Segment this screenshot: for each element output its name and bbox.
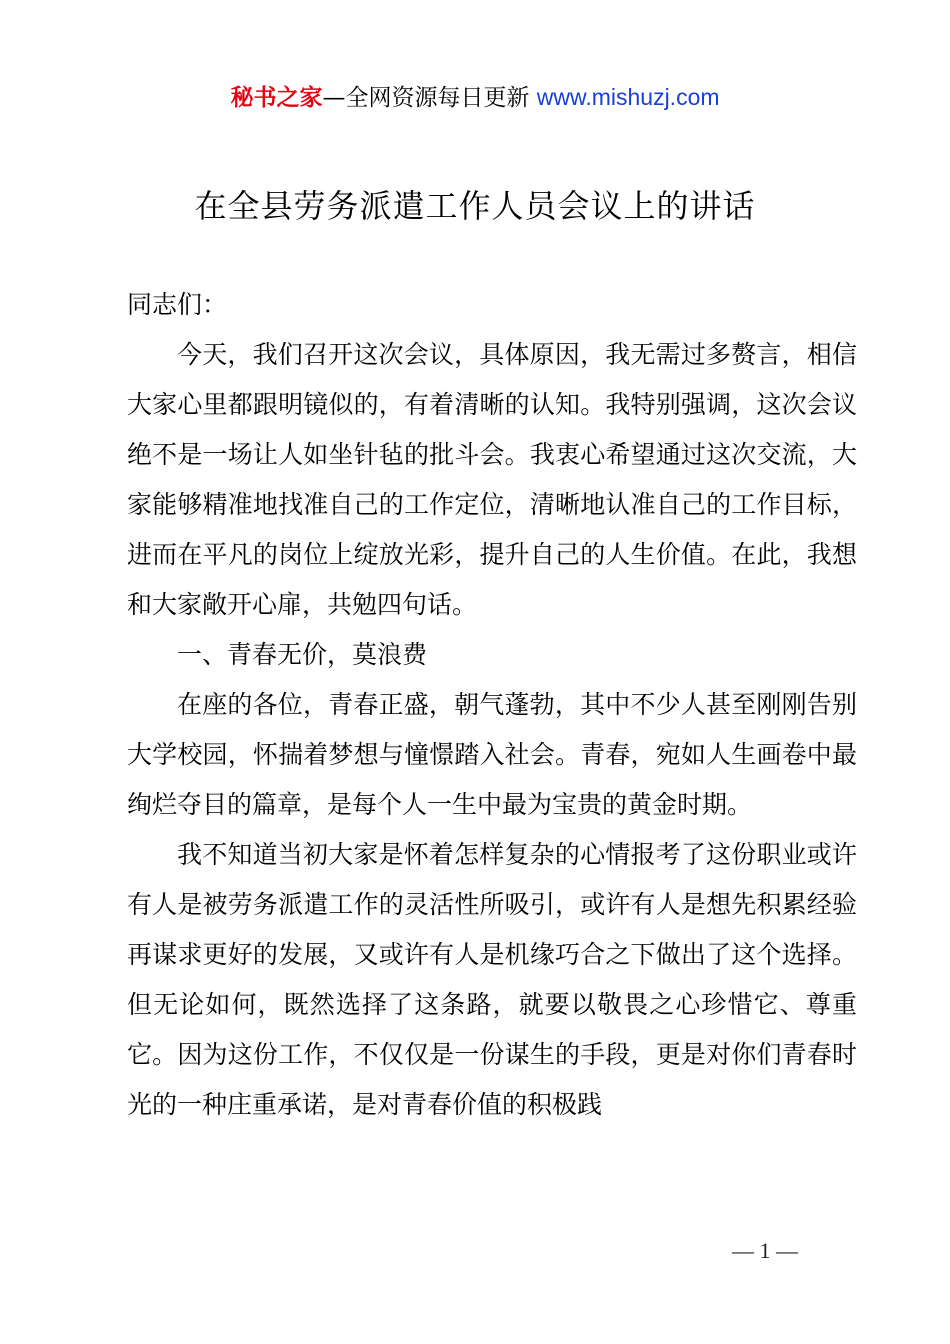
- section-heading-1: 一、青春无价，莫浪费: [177, 640, 428, 669]
- greeting: 同志们：: [127, 290, 228, 319]
- brand-name: 秘书之家: [230, 85, 323, 111]
- page-number: — 1 —: [732, 1238, 798, 1263]
- header-tagline: —全网资源每日更新: [322, 85, 537, 111]
- paragraph-choice: 我不知道当初大家是怀着怎样复杂的心情报考了这份职业或许有人是被劳务派遣工作的灵活性所吸引，或许有人是想先积累经验再谋求更好的发展，又或许有人是机缘巧合之下做出了这个选择。但无论如何，既然选择了这条路，就要以敬畏之心珍惜它、尊重它。因为这份工作，不仅仅是一份谋生的手段，更是对你们青春时光的一种庄重承诺，是对青春价值的积极践: [127, 840, 857, 1119]
- document-title: 在全县劳务派遣工作人员会议上的讲话: [194, 187, 756, 225]
- paragraph-intro: 今天，我们召开这次会议，具体原因，我无需过多赘言，相信大家心里都跟明镜似的，有着清晰的认知。我特别强调，这次会议绝不是一场让人如坐针毡的批斗会。我衷心希望通过这次交流，大家能够精准地找准自己的工作定位，清晰地认准自己的工作目标，进而在平凡的岗位上绽放光彩，提升自己的人生价值。在此，我想和大家敞开心扉，共勉四句话。: [127, 340, 857, 619]
- site-url-link[interactable]: www.mishuzj.com: [536, 84, 720, 110]
- document-body: [127, 280, 857, 1130]
- header-banner: [0, 80, 950, 115]
- paragraph-youth: 在座的各位，青春正盛，朝气蓬勃，其中不少人甚至刚刚告别大学校园，怀揣着梦想与憧憬踏入社会。青春，宛如人生画卷中最绚烂夺目的篇章，是每个人一生中最为宝贵的黄金时期。: [127, 690, 857, 819]
